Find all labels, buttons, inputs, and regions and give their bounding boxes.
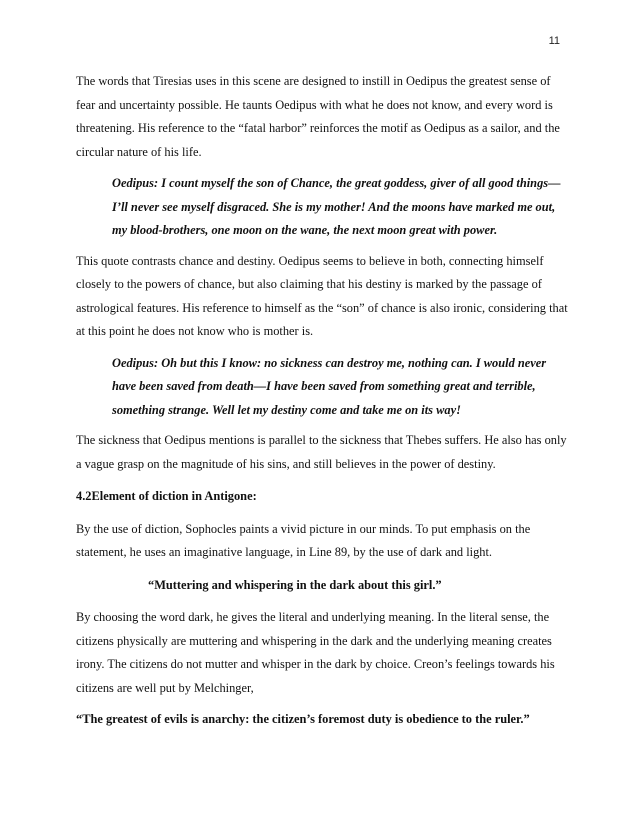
quote-muttering-whispering: “Muttering and whispering in the dark about this girl.” <box>148 577 442 592</box>
paragraph-use-of-diction: By the use of diction, Sophocles paints a vivid picture in our minds. To put emphasis on the statement, he uses an imaginative language, in Line 89, by the use of dark and light. <box>76 521 531 559</box>
quote-greatest-of-evils: “The greatest of evils is anarchy: the citizen’s foremost duty is obedience to the ruler.” <box>76 712 530 726</box>
paragraph-word-dark: By choosing the word dark, he gives the literal and underlying meaning. In the literal sense, the citizens physically are muttering and whispering in the dark and the underlying meaning creates irony. The citizens do not mutter and whisper in the dark by choice. Creon’s feelings towards his citizens are well put by Melchinger, <box>76 610 555 695</box>
page-number: 11 <box>548 35 560 47</box>
quote-oedipus-son-of-chance: Oedipus: I count myself the son of Chance, the great goddess, giver of all good things—I’ll never see myself disgraced. She is my mother! And the moons have marked me out, my blood-brothers, one moon on the wane, the next moon great with power. <box>112 176 561 237</box>
quote-oedipus-no-sickness: Oedipus: Oh but this I know: no sickness can destroy me, nothing can. I would never have been saved from death—I have been saved from something great and terrible, something strange. Well let my destiny come and take me on its way! <box>112 355 547 417</box>
section-heading-diction: 4.2Element of diction in Antigone: <box>76 489 257 503</box>
paragraph-tiresias-words: The words that Tiresias uses in this scene are designed to instill in Oedipus the greatest sense of fear and uncertainty possible. He taunts Oedipus with what he does not know, and every word is threatening. His reference to the “fatal harbor” reinforces the motif as Oedipus as a sailor, and the circular nature of his life. <box>76 74 560 159</box>
paragraph-sickness-parallel: The sickness that Oedipus mentions is parallel to the sickness that Thebes suffers. He also has only a vague grasp on the magnitude of his sins, and still believes in the power of destiny. <box>76 433 567 471</box>
page-body <box>76 70 570 732</box>
paragraph-chance-and-destiny: This quote contrasts chance and destiny. Oedipus seems to believe in both, connecting himself closely to the powers of chance, but also claiming that his destiny is marked by the passage of astrological features. His reference to himself as the “son” of chance is also ironic, considering that at this point he does not know who is mother is. <box>76 253 568 338</box>
